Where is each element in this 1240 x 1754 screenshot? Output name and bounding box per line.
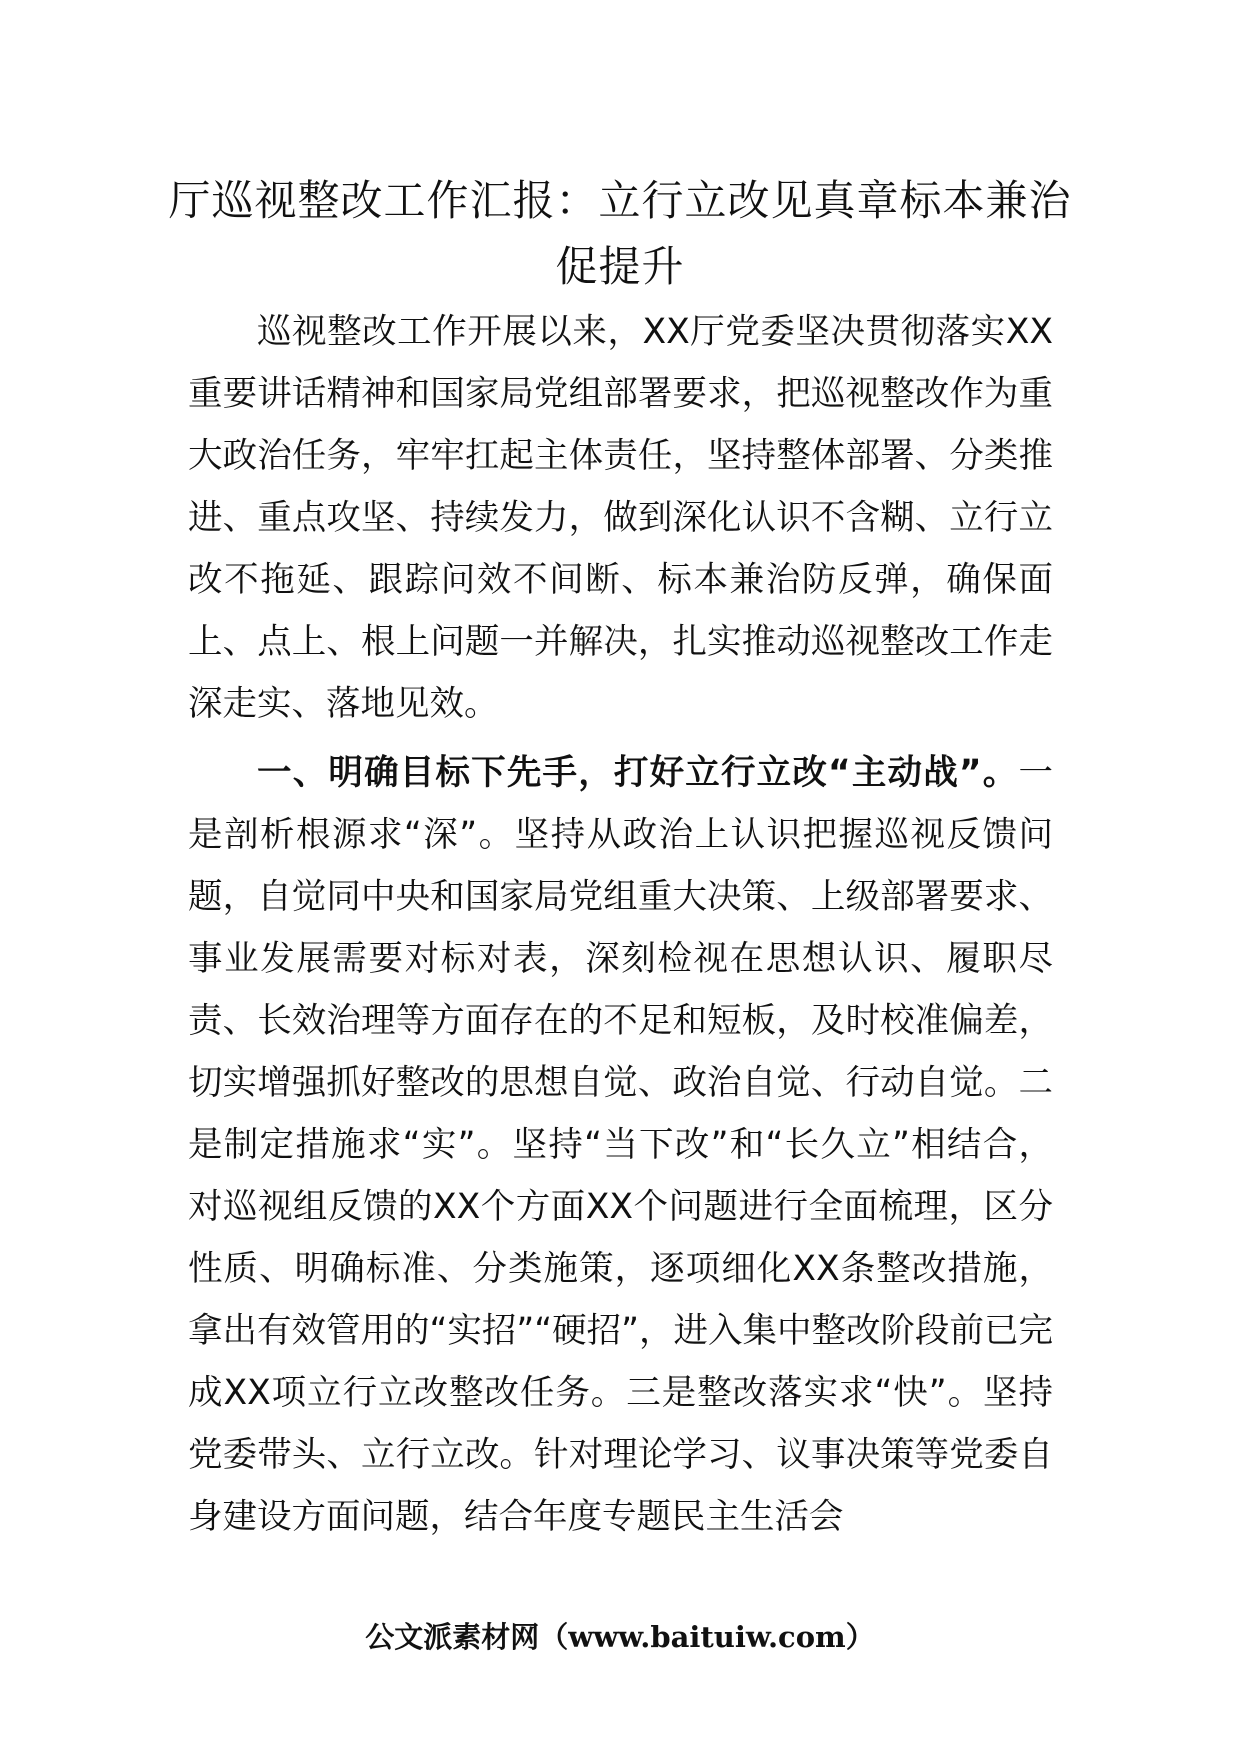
paragraph-intro bbox=[188, 301, 1053, 735]
paragraph-intro-text: 巡视整改工作开展以来，XX厅党委坚决贯彻落实XX重要讲话精神和国家局党组部署要求，把巡视整改作为重大政治任务，牢牢扛起主体责任，坚持整体部署、分类推进、重点攻坚、持续发力，做到深化认识不含糊、立行立改不拖延、跟踪问效不间断、标本兼治防反弹，确保面上、点上、根上问题一并解决，扎实推动巡视整改工作走深走实、落地见效。 bbox=[188, 312, 1053, 724]
footer-watermark: 公文派素材网（www.baituiw.com） bbox=[365, 1620, 875, 1654]
paragraph-section-1 bbox=[188, 742, 1053, 1548]
section-1-text: 一是剖析根源求“深”。坚持从政治上认识把握巡视反馈问题，自觉同中央和国家局党组重大决策、上级部署要求、事业发展需要对标对表，深刻检视在思想认识、履职尽责、长效治理等方面存在的不足和短板，及时校准偏差，切实增强抓好整改的思想自觉、政治自觉、行动自觉。二是制定措施求“实”。坚持“当下改”和“长久立”相结合，对巡视组反馈的XX个方面XX个问题进行全面梳理，区分性质、明确标准、分类施策，逐项细化XX条整改措施，拿出有效管用的“实招”“硬招”，进入集中整改阶段前已完成XX项立行立改整改任务。三是整改落实求“快”。坚持党委带头、立行立改。针对理论学习、议事决策等党委自身建设方面问题，结合年度专题民主生活会 bbox=[188, 753, 1053, 1537]
section-1-heading: 一、明确目标下先手，打好立行立改“主动战”。 bbox=[257, 753, 1019, 793]
document-title: 厅巡视整改工作汇报：立行立改见真章标本兼治促提升 bbox=[168, 176, 1072, 291]
